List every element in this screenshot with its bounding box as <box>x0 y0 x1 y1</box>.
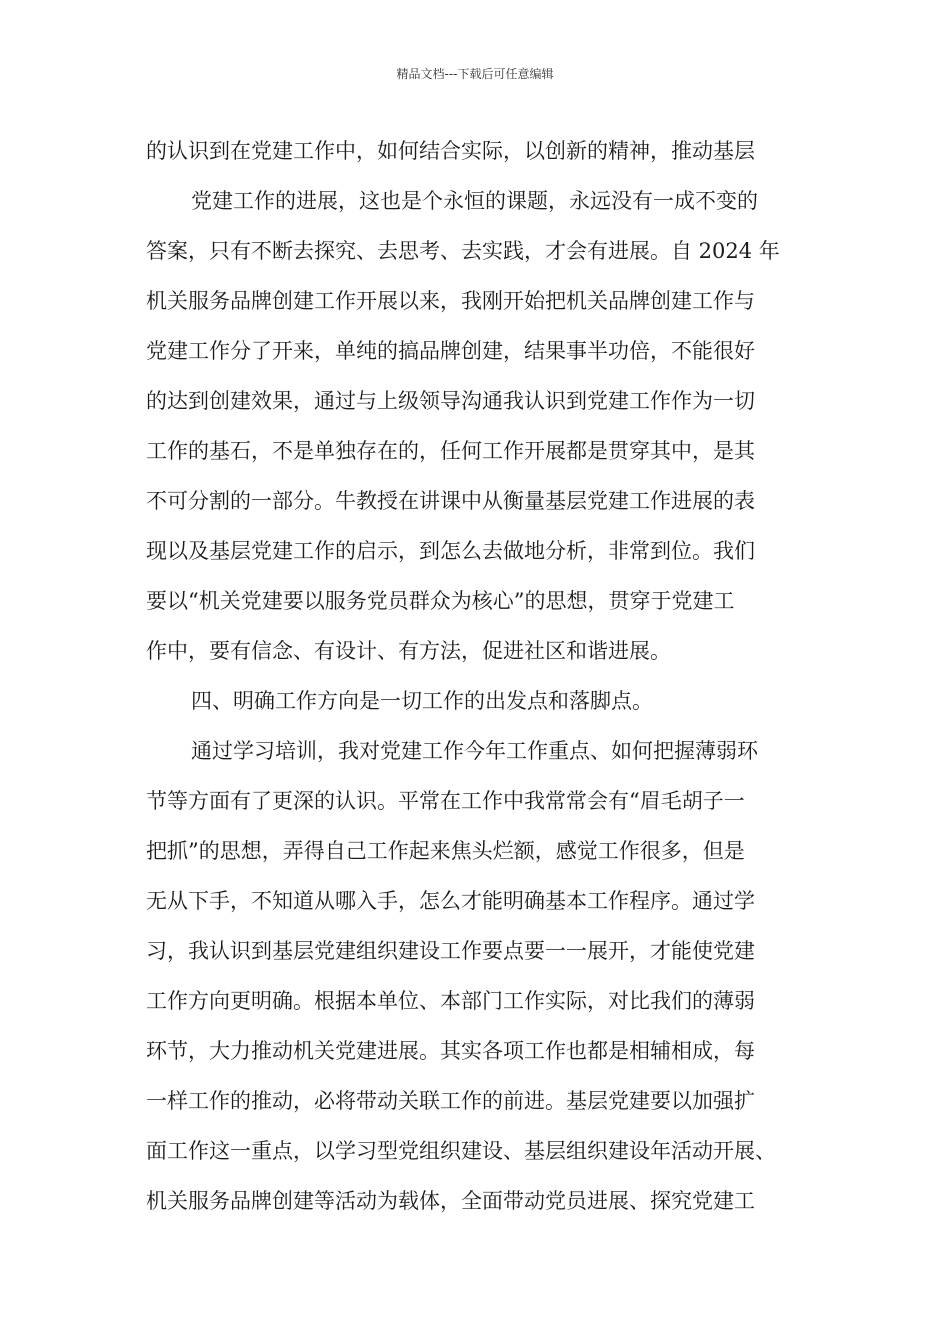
body-text-line: 一样工作的推动，必将带动关联工作的前进。基层党建要以加强扩 <box>146 1089 755 1113</box>
body-text-line: 工作方向更明确。根据本单位、本部门工作实际，对比我们的薄弱 <box>146 989 755 1013</box>
body-text-line: 党建工作的进展，这也是个永恒的课题，永远没有一成不变的 <box>191 189 758 213</box>
body-text-line: 作中，要有信念、有设计、有方法，促进社区和谐进展。 <box>146 639 671 663</box>
body-text-line: 机关服务品牌创建工作开展以来，我刚开始把机关品牌创建工作与 <box>146 289 755 313</box>
body-text-line: 通过学习培训，我对党建工作今年工作重点、如何把握薄弱环 <box>191 739 758 763</box>
body-text-line: 的认识到在党建工作中，如何结合实际，以创新的精神，推动基层 <box>146 139 755 163</box>
body-text-line: 习，我认识到基层党建组织建设工作要点要一一展开，才能使党建 <box>146 939 755 963</box>
body-text-line: 要以“机关党建要以服务党员群众为核心”的思想，贯穿于党建工 <box>146 589 735 613</box>
body-text-line: 工作的基石，不是单独存在的，任何工作开展都是贯穿其中，是其 <box>146 439 755 463</box>
body-text-line: 党建工作分了开来，单纯的搞品牌创建，结果事半功倍，不能很好 <box>146 339 755 363</box>
body-text-line: 面工作这一重点，以学习型党组织建设、基层组织建设年活动开展、 <box>146 1139 776 1163</box>
body-text-line: 现以及基层党建工作的启示，到怎么去做地分析，非常到位。我们 <box>146 539 755 563</box>
body-text-line: 把抓”的思想，弄得自己工作起来焦头烂额，感觉工作很多，但是 <box>146 839 745 863</box>
body-text-line: 节等方面有了更深的认识。平常在工作中我常常会有“眉毛胡子一 <box>146 789 745 813</box>
body-text-line: 不可分割的一部分。牛教授在讲课中从衡量基层党建工作进展的表 <box>146 489 755 513</box>
body-text-line: 机关服务品牌创建等活动为载体，全面带动党员进展、探究党建工 <box>146 1189 755 1213</box>
body-text-line: 环节，大力推动机关党建进展。其实各项工作也都是相辅相成，每 <box>146 1039 755 1063</box>
page-header: 精品文档---下载后可任意编辑 <box>396 67 554 81</box>
document-body <box>146 126 830 1226</box>
body-text-line: 四、明确工作方向是一切工作的出发点和落脚点。 <box>191 689 653 713</box>
body-text-line: 无从下手，不知道从哪入手，怎么才能明确基本工作程序。通过学 <box>146 889 755 913</box>
body-text-line: 答案，只有不断去探究、去思考、去实践，才会有进展。自 2024 年 <box>146 239 780 263</box>
body-text-line: 的达到创建效果，通过与上级领导沟通我认识到党建工作作为一切 <box>146 389 755 413</box>
